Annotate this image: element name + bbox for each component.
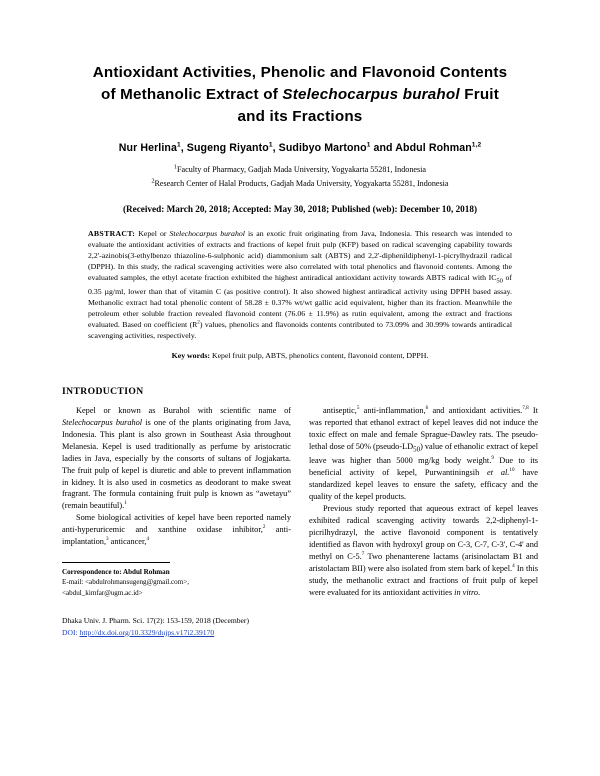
correspondence-email-1: E-mail: <abdulrohmansugeng@gmail.com>, [62,578,190,587]
correspondence-email-2: <abdul_kimfar@ugm.ac.id> [62,588,143,597]
journal-citation: Dhaka Univ. J. Pharm. Sci. 17(2): 153-159, 2018 (December) [62,616,249,626]
keywords-text: Kepel fruit pulp, ABTS, phenolics content, flavonoid content, DPPH. [210,350,429,360]
abstract-text-4: ) values, phenolics and flavonoids contents contributed to 73.09% and 30.99% towards antiradical scavenging activities, respectively. [88,319,512,340]
intro-paragraph-3: antiseptic,$^5$ anti-inflammation,$^6$ and antioxidant activities.$^{7,8}$ It was reported that ethanol extract of kepel leaves did not induce the toxic effect on male and female Sprague-Dawley rats. The pseudo-lethal dose of 50% $(pseudo-LD_{50})$ value of ethanolic extract of kepel leave was higher than 5000 mg/kg body weight.$^9$ Due to its beneficial activity of kepel, Purwantiningsih et al.$^{10}$ have standardized kepel leaves to ensure the safety, efficacy and the quality of the kepel products. [309,405,539,502]
abstract-subscript: 50 [496,277,503,285]
doi-label: DOI: [62,627,80,637]
correspondence-rule [62,562,170,563]
intro-paragraph-1: Kepel or known as Burahol with scientific name of Stelechocarpus burahol is one of the plants originating from Java, Indonesia. This plant is also grown in Southeast Asia throughout Melanesia. Kepel is used traditionally as perfume by aristocratic ladies in Java, especially by the consorts of sultans of Jogjakarta. The fruit pulp of kepel is diuretic and able to prevent inflammation in kidney. It is also used in cosmetics as deodorant to make sweat fragrant. The formula containing fruit pulp is known as “awetayu” (remain beautiful).$^1$ [62,405,291,511]
intro-paragraph-4: Previous study reported that aqueous extract of kepel leaves exhibited radical scavenging activity towards 2,2-diphenyl-1-picrilhydrazyl, the active flavonoid component is tentatively identified as flavon with hydroxyl group on C-3, C-7, C-3', C-4' and methyl on C-5.$^7$ Two phenanterene lactams (arisinolactam B1 and aristolactam BII) were also isolated from stem bark of kepel.$^4$ In this study, the methanolic extract and fractions of fruit pulp of kepel were evaluated for its antioxidant activities in vitro. [309,504,538,597]
correspondence-block [62,562,291,598]
affiliation-2: $^2$Research Center of Halal Products, Gadjah Mada University, Yogyakarta 55281, Indonesia [151,178,449,188]
abstract-text-1: Kepel or [135,228,170,238]
received-dates: (Received: March 20, 2018; Accepted: May 30, 2018; Published (web): December 10, 2018) [122,203,478,214]
intro-paragraph-2: Some biological activities of kepel have been reported namely anti-hyperuricemic and xanthine oxidase inhibitor,$^2$ anti-implantation,$^3$ anticancer,$^4$ [62,513,291,547]
page-title [62,62,538,128]
abstract-superscript: 2 [197,320,200,326]
abstract [88,228,512,341]
column-left [62,405,291,599]
title-line-1: Antioxidant Activities, Phenolic and Flavonoid Contents [92,64,508,81]
page-footer [62,615,312,638]
abstract-text-2: is an exotic fruit originating from Java, Indonesia. This research was intended to evaluate the antioxidant activities of extracts and fractions of kepel fruit pulp (KFP) based on radical scavenging capability towards 2,2'-azinobis(3-ethylbenzo thiazoline-6-sulphonic acid) diammonium salt (ABTS) and 2,2'-diphenildiphenyl-1-picrylhydrazil radical (DPPH). In this study, the radical scavenging activities were also correlated with total phenolics and flavonoid contents. Among the evaluated samples, the ethyl acetate fraction exhibited the highest antiradical antioxidant activity towards ABTS radical with IC [88,228,512,282]
body-columns [62,405,538,599]
author-list: Nur Herlina$^1$, Sugeng Riyanto$^1$, Sudibyo Martono$^1$ and Abdul Rohman$^{1,2}$ [118,141,482,155]
abstract-label: ABSTRACT: [88,228,136,238]
doi-line[interactable] [62,627,312,638]
title-species-name: Stelechocarpus burahol [282,86,460,104]
title-line-2-post: Fruit [459,86,499,104]
title-line-2-pre: of Methanolic Extract of [101,86,283,104]
title-line-3: and its Fractions [237,108,363,126]
correspondence-heading [62,567,291,577]
correspondence-heading-text: Correspondence to: Abdul Rohman [62,568,170,577]
affiliation-1: $^1$Faculty of Pharmacy, Gadjah Mada University, Yogyakarta 55281, Indonesia [174,164,426,175]
keywords-label: Key words: [171,350,211,360]
doi-link[interactable]: http://dx.doi.org/10.3329/dujps.v17i2.39170 [79,627,215,637]
abstract-species-name: Stelechocarpus burahol [169,228,245,238]
column-right [309,405,538,599]
keywords [88,351,512,360]
abstract-text-3: of 0.35 µg/ml, lower than that of vitamin C (as positive control). It also showed highest antiradical activity using DPPH based assay. Methanolic extract had total phenolic content of 58.28 ± 0.37% wt/wt gallic acid equivalent, higher than its fraction. Meanwhile the petroleum ether soluble fraction revealed flavonoid content (76.06 ± 11.9%) as rutin equivalent, among the extract and fractions evaluated. Based on coefficient (R [88,272,512,329]
section-heading-introduction: INTRODUCTION [62,385,144,397]
